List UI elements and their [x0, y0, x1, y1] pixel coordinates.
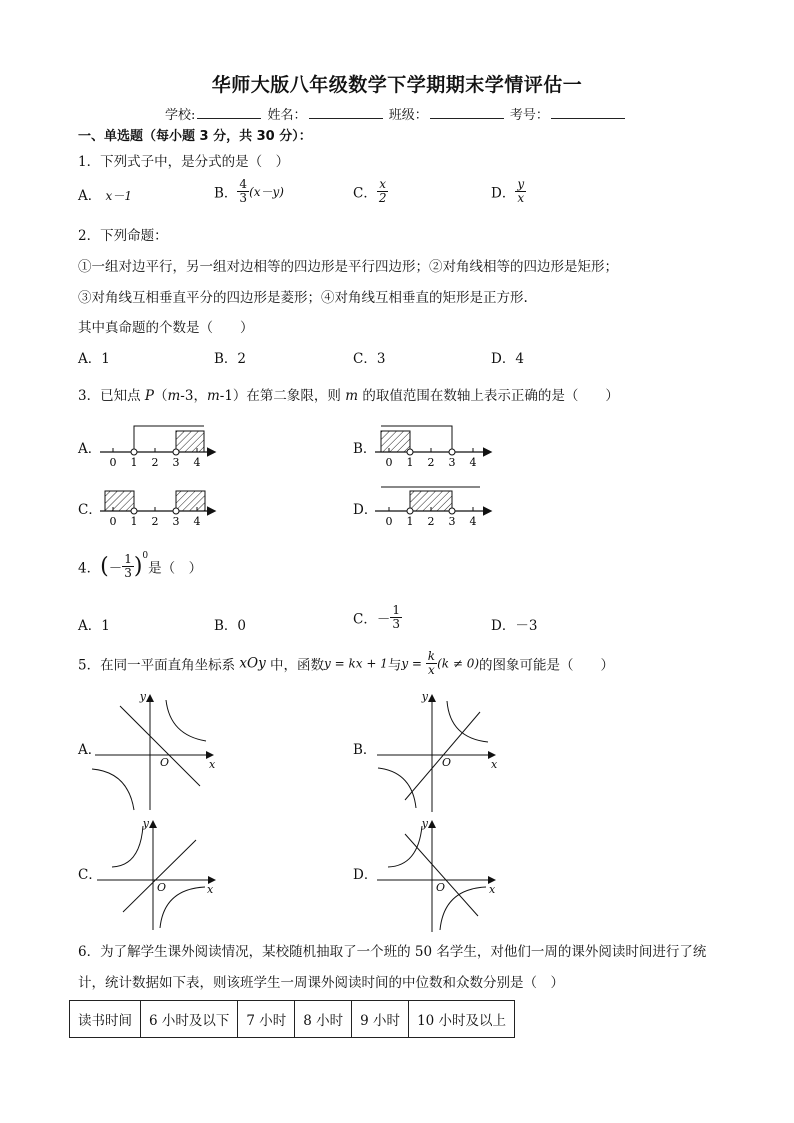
origin-label: O — [436, 881, 446, 894]
tick-label: 4 — [193, 515, 201, 528]
fraction: $\frac{1}{3}$ — [392, 603, 400, 632]
tick-label: 1 — [406, 515, 414, 528]
graph-a — [92, 690, 216, 810]
origin-label: O — [157, 881, 167, 894]
fraction: $\frac{x}{2}$ — [378, 177, 387, 206]
q2-option-a[interactable]: A．1 — [78, 351, 110, 367]
q3-option-b[interactable]: B． — [353, 441, 377, 457]
origin-label: O — [442, 756, 452, 769]
tick-label: 0 — [385, 515, 393, 528]
number-line-a — [100, 426, 214, 469]
table-cell: 9 小时 — [352, 1001, 409, 1038]
tick-label: 3 — [172, 456, 180, 469]
tick-label: 2 — [151, 456, 159, 469]
option-label: B． — [214, 185, 238, 202]
tick-label: 2 — [427, 456, 435, 469]
option-expression: (x－y) — [249, 185, 284, 200]
number-line-b — [375, 426, 490, 469]
axis-x-label: x — [489, 883, 496, 896]
tick-label: 1 — [130, 456, 138, 469]
fraction: $\frac{1}{3}$ — [124, 552, 132, 581]
option-label: D． — [491, 185, 516, 202]
question-2-line-2: ③对角线互相垂直平分的四边形是菱形；④对角线互相垂直的矩形是正方形. — [78, 290, 528, 306]
tick-label: 4 — [469, 515, 477, 528]
tick-label: 4 — [193, 456, 201, 469]
q4-option-b[interactable]: B．0 — [214, 618, 247, 634]
tick-label: 2 — [151, 515, 159, 528]
section-heading: 一、单选题（每小题 3 分，共 30 分）： — [78, 129, 312, 144]
q4-option-d[interactable]: D．－3 — [491, 618, 538, 634]
tick-label: 4 — [469, 456, 477, 469]
exponent: 0 — [142, 551, 149, 562]
axis-x-label: x — [491, 758, 498, 771]
question-6-line-2: 计，统计数据如下表，则该班学生一周课外阅读时间的中位数和众数分别是（ ） — [78, 975, 564, 991]
axis-y-label: y — [421, 690, 428, 703]
question-1-stem: 1．下列式子中，是分式的是（ ） — [78, 154, 290, 170]
q3-option-c[interactable]: C． — [78, 502, 102, 518]
tick-label: 0 — [109, 515, 117, 528]
number-line-d — [375, 487, 490, 528]
tick-label: 0 — [385, 456, 393, 469]
name-label: 姓名： — [267, 108, 307, 123]
q5-option-c[interactable]: C． — [78, 867, 102, 883]
axis-y-label: y — [421, 817, 428, 830]
q2-option-b[interactable]: B．2 — [214, 351, 247, 367]
tick-label: 1 — [130, 515, 138, 528]
reading-time-table — [69, 1000, 515, 1038]
table-cell: 6 小时及以下 — [141, 1001, 238, 1038]
question-2-stem: 2．下列命题： — [78, 228, 168, 244]
q5-option-d[interactable]: D． — [353, 867, 378, 883]
question-2-line-1: ①一组对边平行，另一组对边相等的四边形是平行四边形；②对角线相等的四边形是矩形； — [78, 259, 618, 275]
tick-label: 3 — [448, 456, 456, 469]
q4-option-a[interactable]: A．1 — [78, 618, 110, 634]
table-row — [70, 1001, 515, 1038]
table-cell: 7 小时 — [238, 1001, 295, 1038]
fraction: $\frac{y}{x}$ — [517, 177, 525, 206]
graph-d — [377, 817, 496, 932]
axis-x-label: x — [207, 883, 214, 896]
axis-y-label: y — [139, 690, 146, 703]
option-expression: x－1 — [105, 189, 132, 203]
fraction: $\frac{4}{3}$ — [239, 177, 248, 206]
table-cell: 读书时间 — [70, 1001, 141, 1038]
q2-option-c[interactable]: C．3 — [353, 351, 386, 367]
option-label: C． — [353, 185, 377, 202]
question-4-stem: 4．(－ $\frac{1}{3}$ )$^0$是（ ） — [78, 551, 203, 581]
tick-label: 2 — [427, 515, 435, 528]
tick-label: 0 — [109, 456, 117, 469]
tick-label: 3 — [172, 515, 180, 528]
origin-label: O — [160, 756, 170, 769]
fraction: $\frac{k}{x}$ — [427, 649, 436, 678]
number-label: 考号： — [509, 108, 549, 123]
q4-option-c[interactable]: C．－ $\frac{1}{3}$ — [353, 603, 400, 632]
tick-label: 3 — [448, 515, 456, 528]
q5-option-a[interactable]: A． — [78, 742, 102, 758]
question-5-stem: 5．在同一平面直角坐标系 xOy 中，函数y = kx + 1与y = $\frac{k}{x}$ (k ≠ 0)的图象可能是（ ） — [78, 649, 615, 678]
q3-option-a[interactable]: A． — [78, 441, 102, 457]
table-cell: 8 小时 — [295, 1001, 352, 1038]
q3-option-d[interactable]: D． — [353, 502, 378, 518]
page-title: 华师大版八年级数学下学期期末学情评估一 — [211, 74, 583, 96]
graph-b — [377, 690, 498, 812]
graph-c — [97, 817, 214, 930]
tick-label: 1 — [406, 456, 414, 469]
q5-option-b[interactable]: B． — [353, 742, 377, 758]
axis-y-label: y — [142, 817, 149, 830]
question-2-line-3: 其中真命题的个数是（ ） — [78, 320, 254, 336]
class-label: 班级： — [388, 108, 428, 123]
axis-x-label: x — [209, 758, 216, 771]
question-6-line-1: 6．为了解学生课外阅读情况，某校随机抽取了一个班的 50 名学生，对他们一周的课外阅读时间进行了统 — [78, 944, 707, 960]
number-line-c — [100, 491, 214, 528]
question-3-stem: 3．已知点 P（m-3，m-1）在第二象限，则 m 的取值范围在数轴上表示正确的是（ ） — [78, 388, 619, 404]
q2-option-d[interactable]: D．4 — [491, 351, 524, 367]
school-label: 学校: — [165, 108, 196, 123]
option-label: A． — [78, 188, 102, 204]
table-cell: 10 小时及以上 — [409, 1001, 515, 1038]
